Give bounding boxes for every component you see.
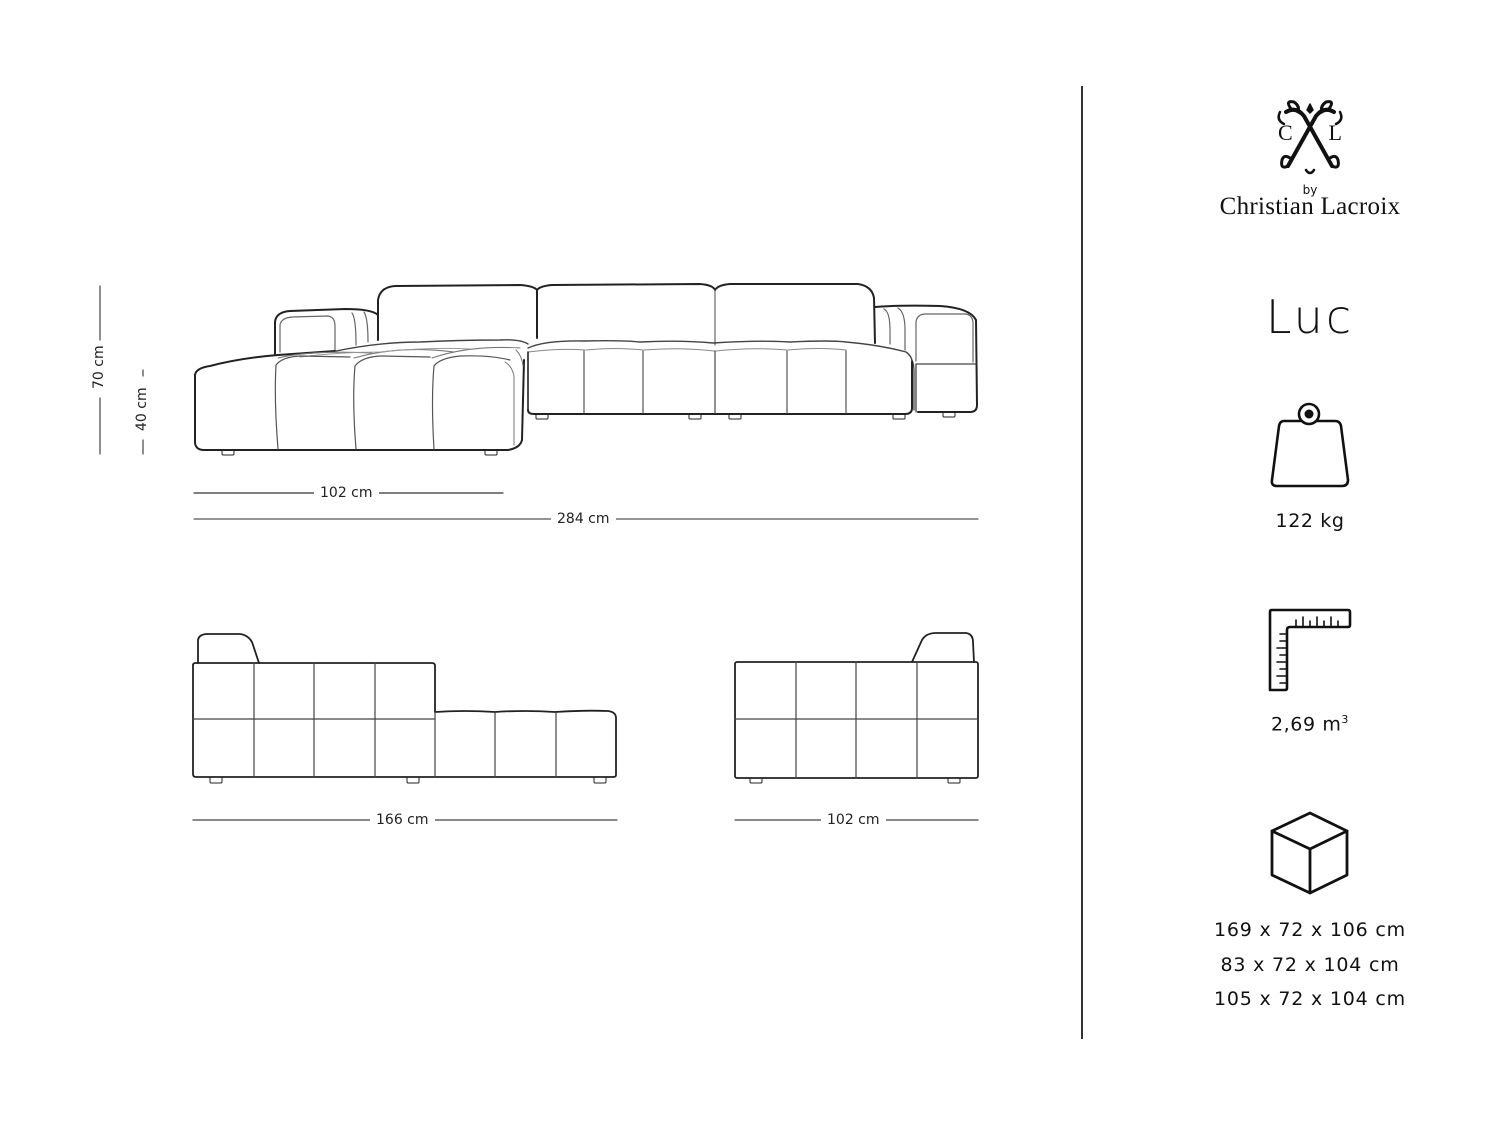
- ruler-square-icon: [1270, 610, 1350, 690]
- weight-icon: [1272, 404, 1348, 486]
- left-module-width-label: 166 cm: [370, 812, 435, 828]
- package-dimension-item: 169 x 72 x 106 cm: [1214, 919, 1406, 941]
- sofa-perspective-view: [100, 284, 978, 519]
- volume-value: [1190, 713, 1430, 735]
- height-total-label: 70 cm: [91, 344, 107, 394]
- brand-by: by: [1302, 183, 1318, 197]
- package-dimension-item: 83 x 72 x 104 cm: [1220, 953, 1400, 976]
- right-module-width-label: 102 cm: [821, 812, 886, 828]
- panel-divider: [1081, 86, 1083, 1039]
- sofa-right-module-side-view: [735, 633, 978, 820]
- chaise-width-label: 102 cm: [314, 485, 379, 501]
- brand-name: Christian Lacroix: [1219, 193, 1401, 220]
- monogram-letter-c: C: [1278, 120, 1293, 145]
- box-cube-icon: [1272, 813, 1347, 893]
- total-width-label: 284 cm: [551, 511, 616, 527]
- weight-value: 122 kg: [1275, 510, 1345, 532]
- seat-height-label: 40 cm: [134, 386, 150, 436]
- volume-unit-exponent: 3: [1341, 713, 1350, 726]
- monogram-letter-l: L: [1328, 120, 1342, 145]
- product-name: Luc: [1265, 290, 1355, 344]
- brand-monogram-letters: [1278, 120, 1342, 146]
- package-dimensions-list: [1190, 913, 1430, 1017]
- volume-number: 2,69 m: [1270, 713, 1342, 736]
- package-dimension-item: 105 x 72 x 104 cm: [1214, 988, 1406, 1010]
- sofa-left-module-side-view: [193, 634, 617, 820]
